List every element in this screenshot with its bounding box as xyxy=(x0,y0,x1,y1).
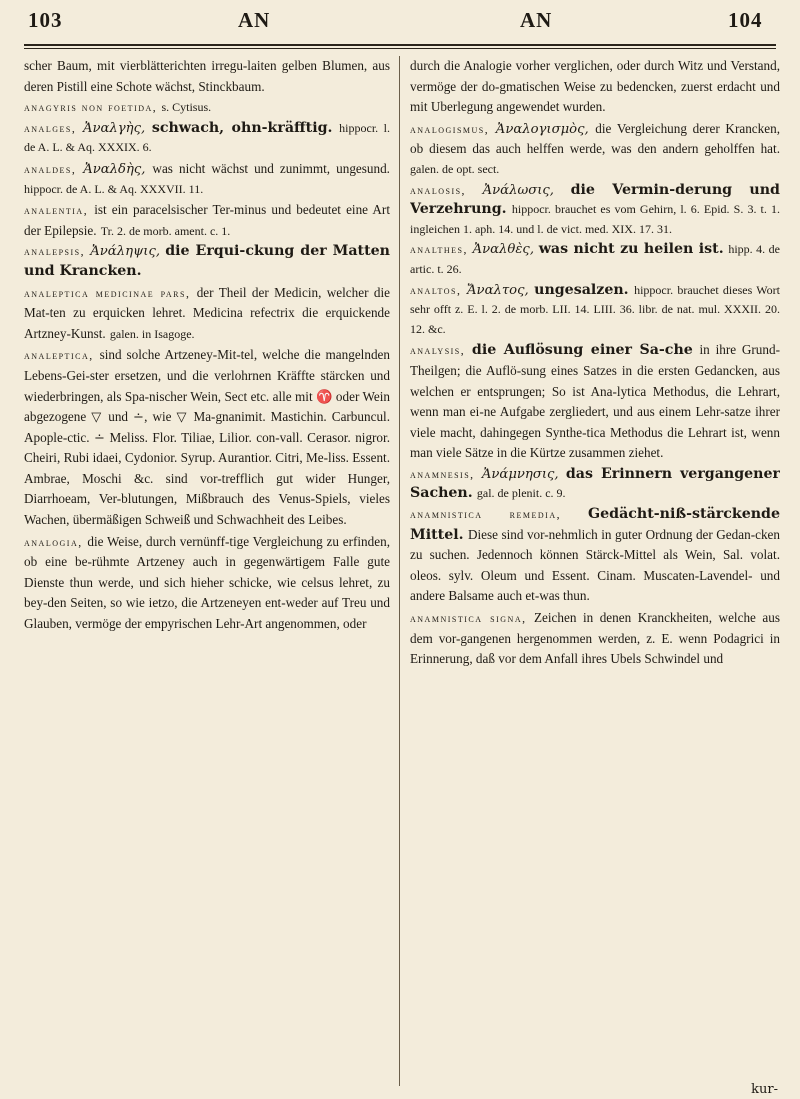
entry-definition-bold: die Vermin-derung und Verzehrung. xyxy=(410,181,780,218)
entry-headword: analeptica, xyxy=(24,348,94,363)
entry-headword: analepsis, xyxy=(24,244,86,259)
running-header xyxy=(0,0,800,46)
entry-headword: anamnesis, xyxy=(410,466,475,481)
header-rule xyxy=(24,44,776,46)
entry-greek: Ἄναλτος, xyxy=(466,282,529,298)
dictionary-entry xyxy=(410,181,780,240)
entry-text: ist ein paracelsischer Ter-minus und bedeutet eine Art der Epilepsie. xyxy=(24,202,390,238)
entry-greek: Ἀναλδὴς, xyxy=(83,161,146,177)
entry-headword: analogismus, xyxy=(410,121,490,136)
entry-definition-bold: schwach, ohn-kräfftig. xyxy=(151,119,333,136)
dictionary-entry xyxy=(24,242,390,281)
entry-headword: anamnistica signa, xyxy=(410,611,527,626)
entry-text: sind solche Artzeney-Mit-tel, welche die mangelnden Lebens-Gei-ster ersetzen, und die verlohrnen Kräffte stärcken und wiederbringen, als Spa-nischer Wein, Sect etc. alle mit ♈ oder Wein abgezogene ▽ und ∸, wie ▽ Ma-gnanimit. Mastichin. Carbuncul. Apople-ctic. ∸ Meliss. Flor. Tiliae, Lilior. con-vall. Cerasor. nigror. Cheiri, Rubi idaei, Cydonior. Syrup. Aurantior. Citri, Me-liss. Essent. Ambrae, Moschi &c. sind vor-trefflich gut wider Hunger, Diarrhoeam, Ver-blutungen, Mißbrauch des Venus-Spiels, vieles Wachen, übermäßigen Schweiß und Schwachheit des Leibes. xyxy=(24,347,390,528)
entry-headword: analtos, xyxy=(410,282,462,297)
entry-headword: analges, xyxy=(24,120,77,135)
dictionary-entry xyxy=(410,465,780,504)
dictionary-entry xyxy=(410,240,780,279)
dictionary-entry xyxy=(24,532,390,635)
entry-headword: analthes, xyxy=(410,242,468,257)
entry-text: Zeichen in denen Kranckheiten, welche aus dem vor-gangenen hergenommen werden, z. E. wenn Podagrici in Erinnerung, daß vor dem Anfall ihres Ubels Schwindel und xyxy=(410,610,780,667)
entry-greek: Ἀνάλωσις, xyxy=(482,182,554,198)
entry-source: hippocr. de A. L. & Aq. XXXVII. 11. xyxy=(24,181,204,196)
dictionary-entry xyxy=(24,56,390,97)
column-divider xyxy=(399,56,400,1086)
entry-source: hippocr. l. de A. L. & Aq. XXXIX. 6. xyxy=(24,120,390,155)
entry-headword: analentia, xyxy=(24,203,89,218)
entry-text: was nicht wächst und zunimmt, ungesund. xyxy=(152,160,390,176)
entry-text: der Theil der Medicin, welcher die Mat-ten zu erquicken lehret. Medicina refectrix die erquickende Artzney-Kunst. xyxy=(24,284,390,341)
right-column xyxy=(410,56,780,1086)
dictionary-entry xyxy=(410,340,780,464)
entry-greek: Ἀνάληψις, xyxy=(90,244,161,260)
entry-headword: analosis, xyxy=(410,182,467,197)
entry-source: hippocr. brauchet dieses Wort sehr offt z. E. l. 2. de morb. LII. 14. LIII. 36. libr. de nat. mul. XXXII. 20. 12. &c. xyxy=(410,282,780,336)
entry-source: galen. de opt. sect. xyxy=(410,161,500,176)
entry-source: hipp. 4. de artic. t. 26. xyxy=(410,242,780,276)
entry-headword: analdes, xyxy=(24,161,77,176)
entry-source: galen. in Isagoge. xyxy=(109,326,195,341)
entry-headword: analogia, xyxy=(24,534,83,549)
entry-headword: analysis, xyxy=(410,343,466,358)
dictionary-entry xyxy=(24,98,390,118)
entry-text: die Weise, durch vernünff-tige Vergleichung zu erfinden, ob eine be-rühmte Artzeney auch in gegenwärtigem Falle gute Dienste thun werde, und sich hieher schicke, wie celsus lehret, zu bey-den Seiten, so wie ietzo, die Artzeneyen ent-weder auf Treu und Glauben, vermöge der empyrischen Lehr-Art angenommen, oder xyxy=(24,533,390,632)
entry-greek: Ἀναλογισμὸς, xyxy=(495,121,589,137)
entry-text: in ihre Grund-Theilgen; die Auflö-sung eines Satzes in die ersten Gedancken, aus welchen er entsprungen; So ist Ana-lytica Methodus, die Lehrart, wenn man ei-ne Aufgabe zergliedert, und aus einem Lehr-satze ihrer viele macht, dahingegen Synthe-tica Methodus die Lehrart ist, wenn man viele Sätze in die Kürtze zusammen ziehet. xyxy=(410,342,780,461)
entry-definition-bold: die Erqui-ckung der Matten und Krancken. xyxy=(24,243,390,279)
dictionary-entry xyxy=(24,159,390,199)
entry-definition-bold: was nicht zu heilen ist. xyxy=(538,241,724,258)
dictionary-entry xyxy=(410,608,780,670)
catchword: kur- xyxy=(751,1082,778,1097)
entry-definition-bold: die Auflösung einer Sa-che xyxy=(471,342,693,359)
entry-text: die Vergleichung derer Krancken, ob diesem das auch helffen werde, was den andern geholffen hat. xyxy=(410,120,780,157)
entry-text: durch die Analogie vorher verglichen, oder durch Witz und Verstand, vermöge der do-gmatischen Weise zu bedencken, zuerst erdacht und mit Uberlegung angewendet wurden. xyxy=(410,58,780,115)
dictionary-entry xyxy=(24,283,390,345)
entry-greek: Ἀναλγὴς, xyxy=(82,120,146,136)
entry-headword: anamnistica remedia, xyxy=(410,507,562,522)
page-number-left: 103 xyxy=(28,8,63,32)
dictionary-entry xyxy=(410,56,780,118)
dictionary-entry xyxy=(410,281,780,340)
dictionary-entry xyxy=(410,119,780,180)
entry-definition-bold: Gedächt-niß-stärckende Mittel. xyxy=(410,506,780,543)
dictionary-entry xyxy=(24,200,390,241)
entry-source: hippocr. brauchet es vom Gehirn, l. 6. Epid. S. 3. t. 1. ingleichen 1. aph. 14. und l. de vict. med. XIX. 17. 31. xyxy=(410,202,780,236)
entry-greek: Ἀναλθὲς, xyxy=(472,242,535,258)
entry-headword: anagyris non foetida, xyxy=(24,100,158,115)
left-column xyxy=(24,56,390,1086)
entry-greek: Ἀνάμνησις, xyxy=(481,466,559,482)
entry-source: Tr. 2. de morb. ament. c. 1. xyxy=(100,223,231,238)
page-number-right: 104 xyxy=(728,8,763,32)
entry-text: Diese sind vor-nehmlich in guter Ordnung der Gedan-cken zu suchen. Jedennoch können Stärck-Mittel als Wein, Sal. volat. oleos. sylv. Oleum und Essent. Cinam. Muscaten-Lavendel- und andere Balsame auch et-was thun. xyxy=(410,526,780,604)
entry-text: scher Baum, mit vierblätterichten irregu-laiten gelben Blumen, aus deren Pistill eine Schote wächst, Stinckbaum. xyxy=(24,58,390,94)
entry-headword: analeptica medicinae pars, xyxy=(24,285,191,300)
entry-definition-bold: ungesalzen. xyxy=(534,281,629,298)
header-rule-thin xyxy=(24,48,776,49)
entry-definition-bold: das Erinnern vergangener Sachen. xyxy=(410,465,780,502)
entry-source: gal. de plenit. c. 9. xyxy=(476,486,566,501)
dictionary-entry xyxy=(24,345,390,530)
running-head-right: AN xyxy=(520,8,553,32)
entry-source: s. Cytisus. xyxy=(161,100,212,115)
dictionary-entry xyxy=(410,505,780,607)
running-head-left: AN xyxy=(238,8,271,32)
dictionary-entry xyxy=(24,119,390,158)
